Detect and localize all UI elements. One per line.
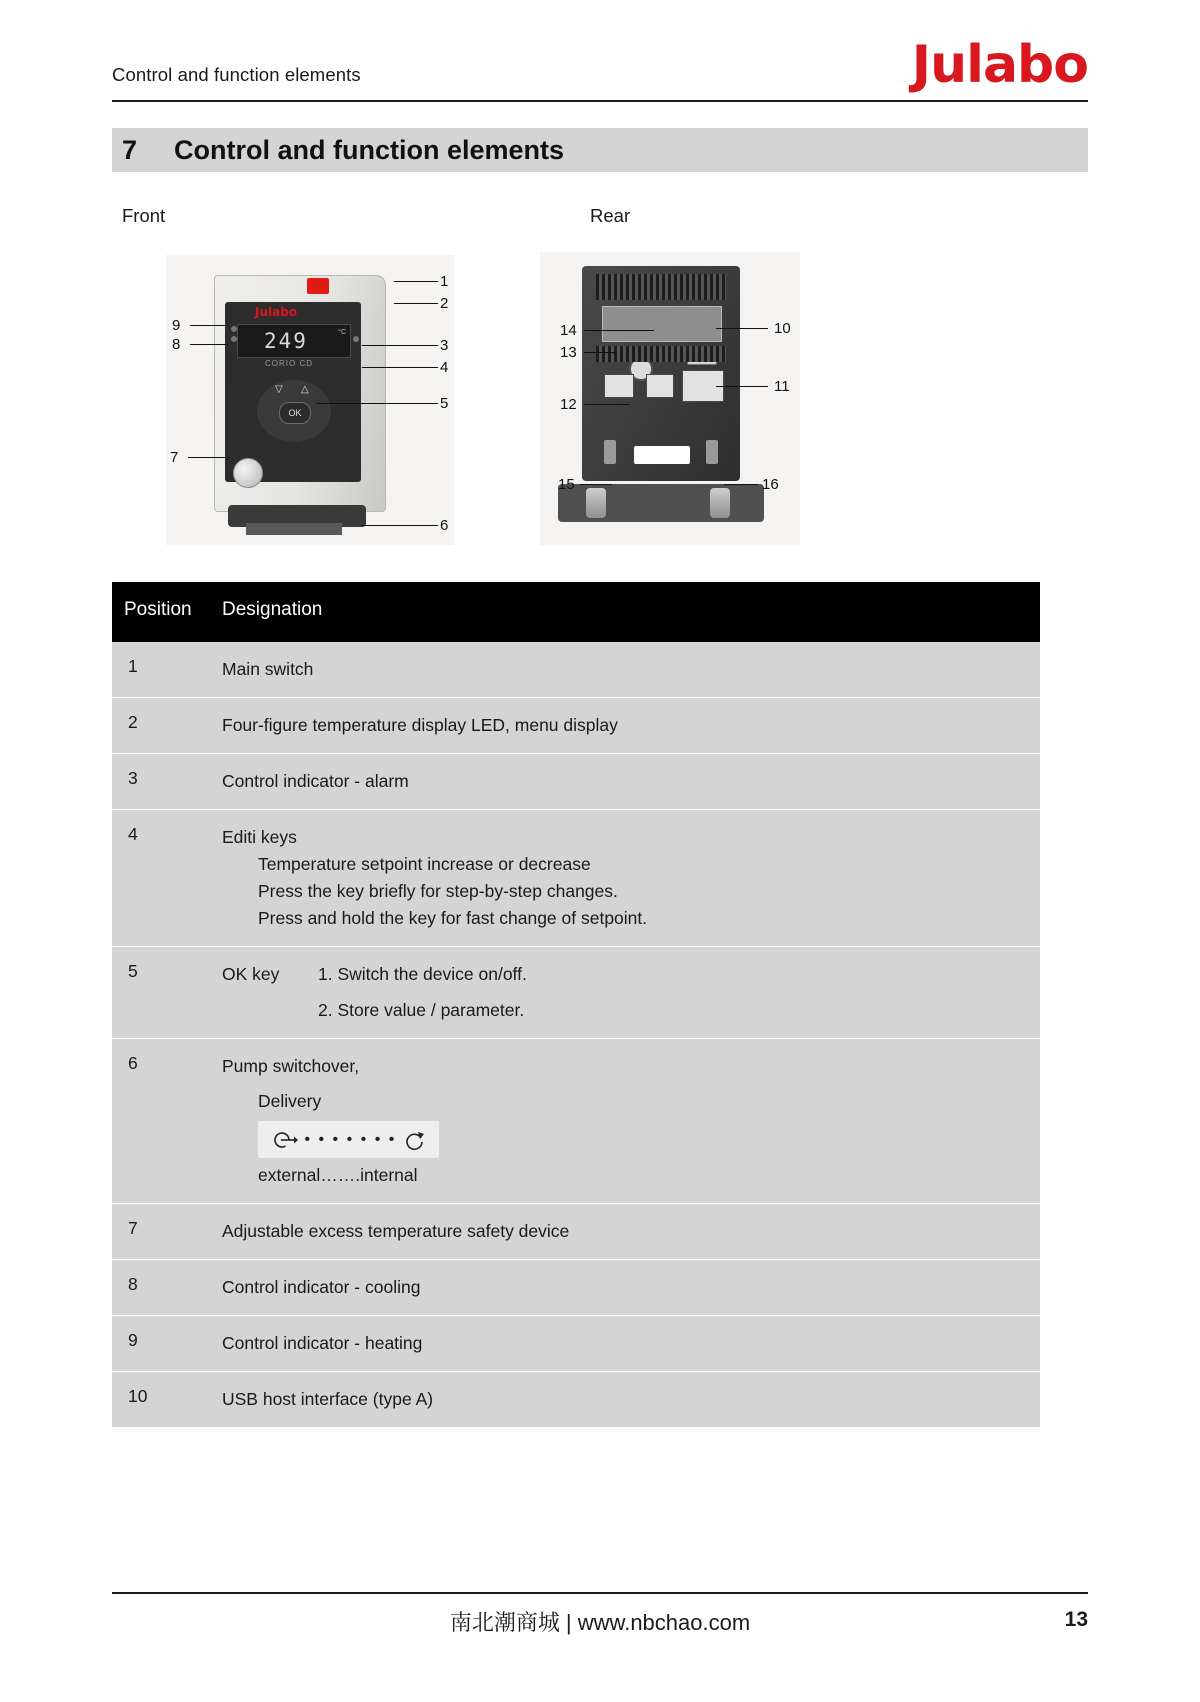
ok-key-function-2: 2. Store value / parameter. (318, 1000, 525, 1020)
ok-key-label: OK key (222, 964, 280, 984)
callout-10: 10 (774, 320, 791, 337)
page-number: 13 (1064, 1608, 1088, 1631)
callout-2: 2 (440, 295, 449, 312)
callout-9: 9 (172, 317, 181, 334)
cooling-indicator-led (231, 336, 237, 342)
header-divider (112, 100, 1088, 102)
external-circuit-icon (272, 1129, 298, 1151)
ok-key-graphic: OK (279, 402, 311, 424)
pump-switchover-marking: ⭘→······C (273, 472, 323, 482)
row-position: 2 (128, 712, 138, 732)
row-position: 8 (128, 1274, 138, 1294)
device-model-label: CORIO CD (265, 359, 313, 368)
row-designation-detail: Temperature setpoint increase or decrease (258, 854, 591, 874)
callout-4: 4 (440, 359, 449, 376)
row-designation-detail: Press and hold the key for fast change of setpoint. (258, 908, 648, 928)
table-row (112, 947, 1040, 1039)
chapter-title: Control and function elements (174, 135, 565, 165)
device-keypad (257, 380, 331, 442)
table-header-row (112, 582, 1040, 642)
rear-view-figure (540, 252, 800, 545)
pump-nozzle-left (586, 488, 606, 518)
heating-indicator-led (231, 326, 237, 332)
row-designation: Control indicator - cooling (222, 1277, 421, 1297)
callout-11: 11 (774, 378, 790, 395)
row-position: 5 (128, 961, 138, 981)
control-elements-table (112, 582, 1040, 1428)
row-designation: Pump switchover, (222, 1056, 360, 1076)
footer-source: 南北潮商城 | www.nbchao.com (449, 1610, 751, 1635)
row-position: 4 (128, 824, 138, 844)
internal-circuit-icon (403, 1129, 425, 1151)
row-designation: Main switch (222, 659, 314, 679)
running-title: Control and function elements (112, 64, 361, 85)
row-designation: Adjustable excess temperature safety device (222, 1221, 570, 1241)
row-designation: Four-figure temperature display LED, menu display (222, 715, 618, 735)
callout-14: 14 (560, 322, 577, 339)
chapter-number: 7 (122, 135, 138, 165)
rear-drain-left (604, 440, 616, 464)
alarm-output-port (646, 374, 674, 398)
callout-12: 12 (560, 396, 577, 413)
callout-13: 13 (560, 344, 577, 361)
table-row (112, 1372, 1040, 1428)
leader-line-6 (362, 525, 438, 526)
table-row (112, 754, 1040, 810)
device-base-lower-front (246, 523, 342, 535)
safety-temperature-knob (233, 458, 263, 488)
row-position: 10 (128, 1386, 148, 1406)
row-designation: Control indicator - heating (222, 1333, 423, 1353)
pump-nozzle-right (710, 488, 730, 518)
arrow-up-icon: △ (301, 384, 309, 395)
leader-line-8 (190, 344, 228, 345)
device-display-value: 249 (264, 329, 308, 353)
leader-line-13 (584, 352, 616, 353)
table-row (112, 642, 1040, 698)
main-switch-graphic (307, 278, 329, 294)
callout-15: 15 (558, 476, 575, 493)
row-designation: USB host interface (type A) (222, 1389, 434, 1409)
leader-line-2 (394, 303, 438, 304)
table-row (112, 698, 1040, 754)
device-led-display (237, 324, 351, 358)
leader-line-10 (716, 328, 768, 329)
callout-3: 3 (440, 337, 449, 354)
rating-plate (634, 446, 690, 464)
pump-symbol-dots: • • • • • • • (304, 1131, 397, 1148)
row-position: 6 (128, 1053, 138, 1073)
callout-1: 1 (440, 273, 449, 290)
leader-line-15 (580, 484, 612, 485)
row-position: 1 (128, 656, 138, 676)
front-view-figure (166, 255, 454, 545)
rear-vent-middle (596, 346, 726, 362)
page-header (112, 35, 1088, 100)
pump-delivery-label: Delivery (258, 1091, 322, 1111)
alarm-indicator-led (353, 336, 359, 342)
device-front-panel (225, 302, 361, 482)
footer-divider (112, 1592, 1088, 1594)
leader-line-7 (188, 457, 230, 458)
leader-line-4 (362, 367, 438, 368)
row-designation: Control indicator - alarm (222, 771, 409, 791)
pump-mode-caption: external…….internal (258, 1165, 418, 1185)
julabo-logo: Julabo (911, 35, 1088, 95)
row-position: 9 (128, 1330, 138, 1350)
rear-drain-right (706, 440, 718, 464)
row-position: 7 (128, 1218, 138, 1238)
leader-line-14 (584, 330, 654, 331)
figure-label-rear: Rear (590, 205, 631, 226)
arrow-down-icon: ▽ (275, 384, 283, 395)
table-row (112, 810, 1040, 947)
chapter-heading-bar (112, 128, 1088, 172)
device-front-body (214, 275, 386, 512)
table-row (112, 1039, 1040, 1204)
rear-vent-top (596, 274, 726, 300)
leader-line-1 (394, 281, 438, 282)
callout-7: 7 (170, 449, 179, 466)
row-position: 3 (128, 768, 138, 788)
row-designation-detail: Press the key briefly for step-by-step changes. (258, 881, 618, 901)
device-brand-label: Julabo (255, 305, 298, 319)
leader-line-3 (362, 345, 438, 346)
device-display-unit: °C (338, 329, 346, 336)
rs232-port (604, 374, 634, 398)
table-row (112, 1260, 1040, 1316)
leader-line-5 (316, 403, 438, 404)
callout-16: 16 (762, 476, 779, 493)
table-row (112, 1316, 1040, 1372)
leader-line-12 (584, 404, 630, 405)
ok-key-function-1: 1. Switch the device on/off. (318, 964, 527, 984)
device-rear-body (582, 266, 740, 481)
column-header-designation: Designation (222, 599, 323, 620)
row-designation: Editi keys (222, 827, 297, 847)
callout-5: 5 (440, 395, 449, 412)
leader-line-9 (190, 325, 228, 326)
rear-interface-plate (602, 306, 722, 342)
pump-switchover-symbol (258, 1121, 439, 1158)
leader-line-11 (716, 386, 768, 387)
callout-8: 8 (172, 336, 181, 353)
column-header-position: Position (124, 599, 192, 620)
leader-line-16 (724, 484, 758, 485)
callout-6: 6 (440, 517, 449, 534)
table-row (112, 1204, 1040, 1260)
figure-label-front: Front (122, 205, 166, 226)
